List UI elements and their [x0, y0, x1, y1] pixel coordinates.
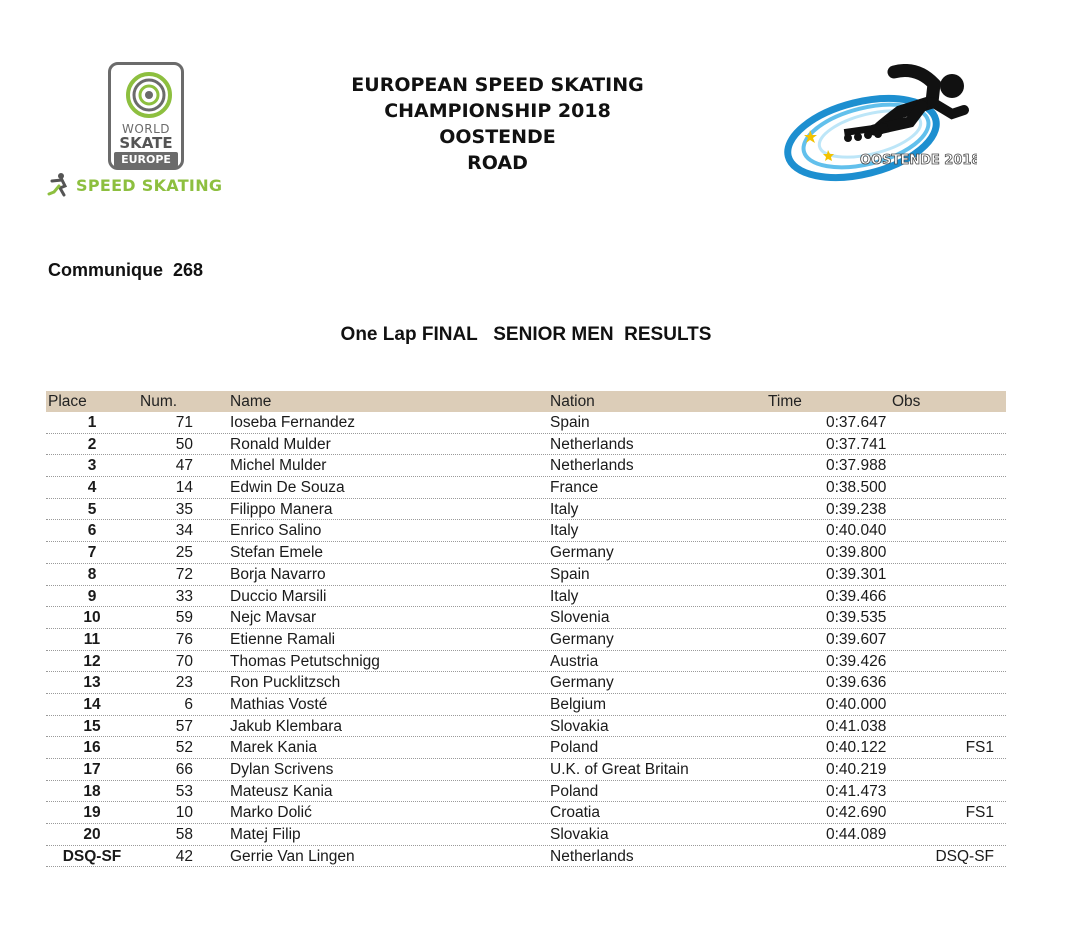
cell-time: 0:40.000 — [826, 695, 887, 713]
cell-name: Nejc Mavsar — [230, 609, 317, 627]
cell-place: 13 — [83, 674, 101, 692]
cell-nation: Germany — [550, 674, 614, 692]
communique-number: Communique 268 — [48, 260, 204, 280]
table-row — [46, 455, 1006, 477]
table-header — [46, 391, 1006, 412]
cell-time: 0:39.636 — [826, 674, 887, 692]
header-obs: Obs — [892, 393, 921, 410]
cell-num: 14 — [175, 479, 193, 497]
cell-num: 66 — [175, 761, 193, 778]
cell-place: 11 — [83, 630, 101, 648]
cell-time: 0:39.466 — [826, 587, 887, 605]
table-row — [46, 716, 1006, 738]
cell-name: Stefan Emele — [230, 544, 324, 562]
cell-place: 20 — [83, 826, 101, 844]
header-num: Num. — [140, 393, 178, 410]
cell-nation: Italy — [550, 587, 579, 605]
cell-time: 0:41.473 — [826, 782, 887, 800]
cell-place: 2 — [87, 435, 97, 453]
event-title-line2: CHAMPIONSHIP 2018 — [384, 100, 611, 122]
cell-name: Edwin De Souza — [230, 479, 345, 497]
cell-place: 6 — [87, 522, 97, 540]
cell-place: 10 — [83, 609, 101, 627]
cell-place: 15 — [83, 717, 101, 735]
cell-name: Duccio Marsili — [230, 587, 327, 605]
cell-name: Filippo Manera — [230, 500, 333, 518]
cell-nation: Austria — [550, 652, 599, 670]
inline-skater-icon — [782, 64, 977, 182]
cell-time: 0:39.535 — [826, 609, 887, 627]
world-skate-badge — [108, 62, 184, 170]
cell-place: 17 — [83, 761, 101, 778]
cell-num: 47 — [175, 457, 193, 475]
results-table — [46, 391, 1006, 867]
cell-nation: U.K. of Great Britain — [550, 761, 689, 778]
table-row — [46, 737, 1006, 759]
world-skate-swirl-icon — [125, 71, 173, 119]
cell-place: 19 — [83, 804, 101, 822]
table-row — [46, 672, 1006, 694]
table-body — [46, 412, 1006, 867]
cell-name: Mateusz Kania — [230, 782, 333, 800]
cell-time: 0:39.607 — [826, 630, 887, 648]
table-row — [46, 694, 1006, 716]
table-row — [46, 586, 1006, 608]
table-row — [46, 434, 1006, 456]
cell-time: 0:37.988 — [826, 457, 887, 475]
cell-obs: FS1 — [965, 804, 994, 822]
cell-place: 3 — [87, 457, 97, 475]
results-title: One Lap FINAL SENIOR MEN RESULTS — [340, 324, 712, 345]
cell-name: Marek Kania — [230, 739, 318, 757]
cell-name: Ioseba Fernandez — [230, 414, 355, 431]
cell-nation: Netherlands — [550, 457, 634, 475]
skater-icon — [46, 172, 72, 198]
cell-time: 0:44.089 — [826, 826, 887, 844]
logo-world-text: WORLD — [121, 122, 171, 136]
table-row — [46, 759, 1006, 781]
cell-place: 8 — [87, 565, 97, 583]
cell-place: 5 — [87, 500, 97, 518]
cell-nation: Poland — [550, 782, 599, 800]
table-row — [46, 477, 1006, 499]
cell-place: 4 — [87, 479, 97, 497]
cell-time: 0:42.690 — [826, 804, 887, 822]
cell-time: 0:38.500 — [826, 479, 887, 497]
cell-time: 0:37.741 — [826, 435, 887, 453]
speed-skating-tagline — [46, 172, 222, 198]
table-row — [46, 781, 1006, 803]
cell-nation: Croatia — [550, 804, 600, 822]
cell-name: Marko Dolić — [230, 804, 312, 822]
header-time: Time — [768, 393, 802, 410]
speed-skating-label: SPEED SKATING — [76, 175, 223, 195]
cell-time: 0:39.426 — [826, 652, 887, 670]
cell-obs: DSQ-SF — [935, 847, 994, 865]
oostende-caption: OOSTENDE 2018 — [860, 153, 977, 168]
cell-time: 0:39.301 — [826, 565, 887, 583]
table-row — [46, 607, 1006, 629]
cell-nation: Netherlands — [550, 435, 634, 453]
event-title-line4: ROAD — [467, 152, 528, 174]
cell-place: 12 — [83, 652, 101, 670]
table-row — [46, 542, 1006, 564]
logo-skate-text: SKATE — [119, 134, 173, 152]
cell-time: 0:40.122 — [826, 739, 887, 757]
cell-name: Jakub Klembara — [230, 717, 343, 735]
cell-time: 0:39.238 — [826, 500, 887, 518]
cell-time: 0:41.038 — [826, 717, 887, 735]
cell-num: 57 — [175, 717, 193, 735]
cell-num: 10 — [175, 804, 193, 822]
table-row — [46, 520, 1006, 542]
cell-num: 33 — [175, 587, 193, 605]
header-place: Place — [48, 393, 87, 410]
cell-num: 34 — [175, 522, 193, 540]
table-row — [46, 412, 1006, 434]
cell-name: Matej Filip — [230, 826, 301, 844]
cell-num: 59 — [175, 609, 193, 627]
cell-nation: Slovenia — [550, 609, 610, 627]
cell-num: 35 — [175, 500, 193, 518]
cell-name: Enrico Salino — [230, 522, 322, 540]
cell-time: 0:39.800 — [826, 544, 887, 562]
event-title-line1: EUROPEAN SPEED SKATING — [351, 74, 644, 96]
cell-nation: Netherlands — [550, 847, 634, 865]
cell-time: 0:40.040 — [826, 522, 887, 540]
cell-name: Thomas Petutschnigg — [230, 652, 380, 670]
cell-num: 25 — [175, 544, 193, 562]
cell-nation: Germany — [550, 544, 614, 562]
cell-obs: FS1 — [965, 739, 994, 757]
cell-nation: Slovakia — [550, 826, 609, 844]
event-title-line3: OOSTENDE — [439, 126, 556, 148]
cell-num: 70 — [175, 652, 193, 670]
cell-nation: Italy — [550, 500, 579, 518]
header-name: Name — [230, 393, 272, 410]
event-title — [300, 72, 695, 176]
cell-num: 76 — [175, 630, 193, 648]
cell-nation: Spain — [550, 414, 590, 431]
cell-place: 18 — [83, 782, 101, 800]
cell-place: 16 — [83, 739, 101, 757]
cell-name: Borja Navarro — [230, 565, 326, 583]
cell-nation: France — [550, 479, 599, 497]
cell-nation: Germany — [550, 630, 614, 648]
cell-place: 14 — [83, 695, 101, 713]
cell-place: 1 — [87, 414, 97, 431]
table-row — [46, 802, 1006, 824]
cell-num: 42 — [175, 847, 193, 865]
cell-name: Michel Mulder — [230, 457, 327, 475]
table-row — [46, 824, 1006, 846]
cell-num: 71 — [175, 414, 193, 431]
cell-name: Dylan Scrivens — [230, 761, 334, 778]
cell-nation: Poland — [550, 739, 599, 757]
cell-place: DSQ-SF — [62, 847, 122, 865]
cell-num: 53 — [175, 782, 193, 800]
table-row — [46, 629, 1006, 651]
cell-name: Etienne Ramali — [230, 630, 336, 648]
cell-nation: Belgium — [550, 695, 606, 713]
cell-time: 0:37.647 — [826, 414, 887, 431]
cell-place: 9 — [87, 587, 97, 605]
cell-num: 52 — [175, 739, 193, 757]
logo-europe-text: EUROPE — [114, 152, 178, 167]
table-row — [46, 846, 1006, 868]
cell-num: 6 — [184, 695, 193, 713]
cell-nation: Slovakia — [550, 717, 609, 735]
oostende-2018-logo — [782, 64, 977, 182]
cell-nation: Italy — [550, 522, 579, 540]
cell-nation: Spain — [550, 565, 590, 583]
cell-num: 58 — [175, 826, 193, 844]
cell-name: Mathias Vosté — [230, 695, 328, 713]
header-nation: Nation — [550, 393, 595, 410]
cell-num: 23 — [175, 674, 193, 692]
table-row — [46, 564, 1006, 586]
cell-place: 7 — [87, 544, 97, 562]
table-row — [46, 651, 1006, 673]
cell-name: Ronald Mulder — [230, 435, 331, 453]
cell-num: 50 — [175, 435, 193, 453]
cell-name: Ron Pucklitzsch — [230, 674, 341, 692]
cell-num: 72 — [175, 565, 193, 583]
table-row — [46, 499, 1006, 521]
world-skate-europe-logo — [46, 62, 236, 202]
cell-name: Gerrie Van Lingen — [230, 847, 355, 865]
cell-time: 0:40.219 — [826, 761, 887, 778]
